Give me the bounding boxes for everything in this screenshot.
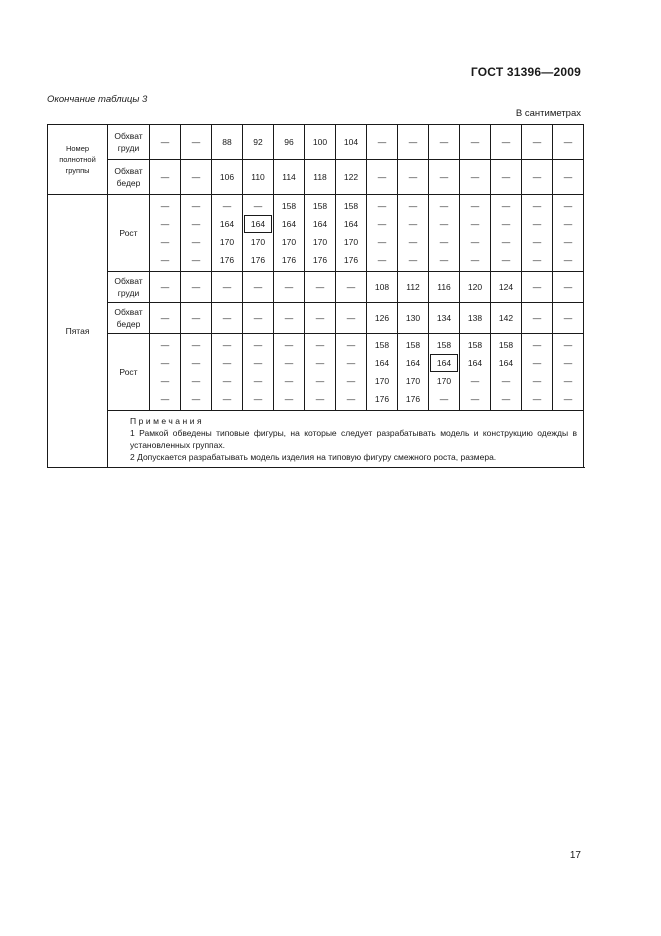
height-value: — [160, 394, 170, 404]
height-value: — [284, 394, 294, 404]
value-cell [429, 272, 460, 303]
height-value: — [191, 340, 201, 350]
height-value: — [501, 376, 511, 386]
height-value: — [222, 394, 232, 404]
value-cell [429, 125, 460, 160]
height-value: 176 [374, 394, 390, 404]
height-value: — [408, 237, 418, 247]
value-cell [305, 160, 336, 195]
table-row [48, 125, 584, 160]
note-item: 1 Рамкой обведены типовые фигуры, на которые следует разрабатывать модель и конструкцию одежды в установленных группах. [130, 428, 577, 450]
notes-row [48, 411, 584, 468]
height-values-cell [305, 195, 336, 272]
height-value: 170 [250, 237, 266, 247]
value-cell-text: — [470, 172, 480, 182]
value-cell [336, 303, 367, 334]
height-value: — [315, 340, 325, 350]
height-value: — [346, 340, 356, 350]
table-row [48, 334, 584, 411]
height-value: — [439, 219, 449, 229]
height-value: — [470, 219, 480, 229]
row-label [108, 160, 150, 195]
row-label [108, 125, 150, 160]
value-cell [181, 160, 212, 195]
height-values-cell [460, 334, 491, 411]
height-label-text: Рост [119, 367, 138, 377]
height-values-cell [150, 334, 181, 411]
height-value: — [532, 376, 542, 386]
height-value: 158 [312, 201, 328, 211]
height-value: — [532, 358, 542, 368]
value-cell [150, 303, 181, 334]
value-cell [398, 160, 429, 195]
value-cell-text: — [160, 282, 170, 292]
height-label-text: Рост [119, 228, 138, 238]
height-value: 170 [343, 237, 359, 247]
height-values-cell [212, 334, 243, 411]
height-value: — [160, 376, 170, 386]
height-value: — [470, 237, 480, 247]
height-value: — [191, 394, 201, 404]
value-cell-text: — [439, 137, 449, 147]
height-value: — [253, 376, 263, 386]
height-values-cell [553, 195, 584, 272]
value-cell-text: — [563, 172, 573, 182]
height-values-cell [274, 334, 305, 411]
value-cell [522, 303, 553, 334]
height-value: — [191, 255, 201, 265]
height-value: 176 [343, 255, 359, 265]
framed-value: 164 [430, 354, 458, 372]
height-value: — [532, 219, 542, 229]
value-cell [491, 160, 522, 195]
row-label-text: Обхват груди [114, 276, 143, 298]
height-value: — [191, 358, 201, 368]
value-cell-text: — [315, 313, 325, 323]
value-cell-text: 116 [437, 282, 451, 292]
height-value: — [253, 340, 263, 350]
height-value: — [222, 376, 232, 386]
height-values-cell [243, 195, 274, 272]
value-cell-text: — [470, 137, 480, 147]
value-cell [336, 160, 367, 195]
value-cell [305, 272, 336, 303]
height-value: — [470, 376, 480, 386]
height-value: — [253, 201, 263, 211]
value-cell [181, 125, 212, 160]
height-values-cell [243, 334, 274, 411]
height-value: 164 [343, 219, 359, 229]
value-cell-text: — [346, 282, 356, 292]
height-label [108, 195, 150, 272]
height-value: — [377, 255, 387, 265]
value-cell-text: — [191, 172, 201, 182]
value-cell [398, 125, 429, 160]
height-value: — [439, 201, 449, 211]
row-label [108, 272, 150, 303]
table-row [48, 160, 584, 195]
height-values-cell [429, 334, 460, 411]
value-cell [305, 125, 336, 160]
value-cell-text: 96 [284, 137, 294, 147]
height-value: — [315, 358, 325, 368]
value-cell [522, 125, 553, 160]
value-cell-text: 92 [253, 137, 263, 147]
value-cell-text: — [439, 172, 449, 182]
height-value: — [563, 219, 573, 229]
group-header-cell-text: Номер полнотной группы [59, 144, 96, 175]
height-values-cell [181, 334, 212, 411]
value-cell-text: — [160, 313, 170, 323]
value-cell-text: — [532, 313, 542, 323]
height-value: 170 [405, 376, 421, 386]
row-label-text: Обхват бедер [114, 166, 143, 188]
height-value: — [532, 201, 542, 211]
height-values-cell [553, 334, 584, 411]
document-code: ГОСТ 31396—2009 [470, 65, 581, 79]
height-values-cell [491, 334, 522, 411]
value-cell [367, 303, 398, 334]
group-name-cell [48, 195, 108, 468]
value-cell-text: — [315, 282, 325, 292]
height-value: — [315, 376, 325, 386]
height-value: 164 [467, 358, 483, 368]
height-value: — [346, 358, 356, 368]
height-value: 164 [498, 358, 514, 368]
height-value: 176 [312, 255, 328, 265]
height-value: — [284, 358, 294, 368]
height-values-cell [336, 195, 367, 272]
height-value: — [160, 237, 170, 247]
height-value: 170 [281, 237, 297, 247]
height-value: — [377, 219, 387, 229]
height-value: 170 [374, 376, 390, 386]
height-value: 158 [343, 201, 359, 211]
height-value: — [160, 340, 170, 350]
row-label [108, 303, 150, 334]
height-value: — [191, 237, 201, 247]
value-cell-text: 126 [374, 313, 390, 323]
value-cell [553, 272, 584, 303]
value-cell [150, 272, 181, 303]
value-cell [367, 125, 398, 160]
value-cell-text: — [501, 137, 511, 147]
height-value: — [470, 201, 480, 211]
value-cell [336, 272, 367, 303]
value-cell-text: 108 [374, 282, 390, 292]
value-cell [243, 160, 274, 195]
height-value: — [222, 358, 232, 368]
value-cell [522, 160, 553, 195]
value-cell-text: 104 [343, 137, 359, 147]
height-value: 164 [405, 358, 421, 368]
framed-value: 164 [244, 215, 272, 233]
value-cell [491, 125, 522, 160]
height-value: — [284, 340, 294, 350]
value-cell-text: 88 [222, 137, 232, 147]
height-value: — [315, 394, 325, 404]
height-value: — [253, 358, 263, 368]
value-cell [212, 160, 243, 195]
value-cell-text: 138 [467, 313, 483, 323]
size-table [47, 124, 584, 468]
value-cell-text: — [408, 137, 418, 147]
height-value: — [408, 255, 418, 265]
value-cell-text: 134 [436, 313, 452, 323]
value-cell-text: 130 [405, 313, 421, 323]
table-caption: Окончание таблицы 3 [47, 94, 148, 105]
value-cell [150, 160, 181, 195]
height-value: 170 [219, 237, 235, 247]
notes-cell [108, 411, 584, 468]
height-value: 170 [436, 376, 452, 386]
height-values-cell [181, 195, 212, 272]
value-cell-text: — [253, 282, 263, 292]
value-cell [553, 125, 584, 160]
height-value: — [160, 358, 170, 368]
height-value: — [439, 394, 449, 404]
value-cell-text: — [532, 137, 542, 147]
height-value: — [470, 255, 480, 265]
height-value: — [222, 201, 232, 211]
height-value: — [563, 237, 573, 247]
height-values-cell [367, 195, 398, 272]
value-cell-text: — [160, 137, 170, 147]
height-value: 164 [312, 219, 328, 229]
height-values-cell [429, 195, 460, 272]
value-cell-text: — [408, 172, 418, 182]
value-cell [367, 272, 398, 303]
notes-title: Примечания [130, 416, 205, 426]
height-value: 176 [405, 394, 421, 404]
value-cell-text: 120 [467, 282, 483, 292]
height-value: — [439, 255, 449, 265]
value-cell-text: 112 [406, 282, 420, 292]
value-cell [460, 272, 491, 303]
value-cell-text: 110 [251, 172, 265, 182]
value-cell [398, 272, 429, 303]
height-value: — [284, 376, 294, 386]
height-value: — [346, 394, 356, 404]
value-cell [243, 272, 274, 303]
value-cell-text: — [191, 313, 201, 323]
height-value: — [563, 201, 573, 211]
height-label [108, 334, 150, 411]
value-cell-text: — [532, 282, 542, 292]
value-cell [150, 125, 181, 160]
value-cell [274, 303, 305, 334]
group-header-cell [48, 125, 108, 195]
height-value: 158 [467, 340, 483, 350]
height-value: — [501, 394, 511, 404]
height-value: 158 [498, 340, 514, 350]
value-cell [243, 303, 274, 334]
height-value: 176 [281, 255, 297, 265]
value-cell-text: — [501, 172, 511, 182]
height-value: — [377, 237, 387, 247]
height-values-cell [305, 334, 336, 411]
height-value: — [253, 394, 263, 404]
height-values-cell [274, 195, 305, 272]
value-cell-text: — [191, 137, 201, 147]
height-value: — [408, 201, 418, 211]
height-value: — [563, 255, 573, 265]
height-value: — [439, 237, 449, 247]
height-value: 158 [281, 201, 297, 211]
value-cell-text: 100 [312, 137, 328, 147]
value-cell [491, 272, 522, 303]
height-value: — [191, 201, 201, 211]
value-cell [398, 303, 429, 334]
value-cell-text: — [563, 137, 573, 147]
height-value: 176 [250, 255, 266, 265]
value-cell-text: 106 [219, 172, 235, 182]
height-value: — [346, 376, 356, 386]
height-value: — [563, 358, 573, 368]
value-cell [243, 125, 274, 160]
height-values-cell [150, 195, 181, 272]
value-cell [460, 125, 491, 160]
height-value: — [532, 255, 542, 265]
page-number: 17 [569, 850, 581, 861]
value-cell-text: — [253, 313, 263, 323]
value-cell-text: — [222, 282, 232, 292]
height-value: — [501, 219, 511, 229]
height-values-cell [522, 334, 553, 411]
group-name-cell-text: Пятая [65, 326, 90, 336]
height-values-cell [367, 334, 398, 411]
height-value: — [222, 340, 232, 350]
value-cell-text: — [563, 313, 573, 323]
height-value: — [532, 394, 542, 404]
value-cell [429, 303, 460, 334]
value-cell-text: 114 [282, 172, 296, 182]
value-cell [181, 303, 212, 334]
value-cell-text: 118 [313, 172, 327, 182]
value-cell-text: 142 [498, 313, 514, 323]
height-value: 158 [436, 340, 452, 350]
height-value: — [160, 219, 170, 229]
note-item: 2 Допускается разрабатывать модель изделия на типовую фигуру смежного роста, размера. [130, 452, 497, 462]
height-value: — [501, 201, 511, 211]
value-cell-text: — [160, 172, 170, 182]
height-value: — [160, 201, 170, 211]
height-value: — [563, 376, 573, 386]
height-values-cell [491, 195, 522, 272]
value-cell-text: — [284, 313, 294, 323]
table-row [48, 272, 584, 303]
value-cell [336, 125, 367, 160]
height-value: 158 [374, 340, 390, 350]
table-row [48, 195, 584, 272]
value-cell [522, 272, 553, 303]
value-cell [212, 272, 243, 303]
height-values-cell [522, 195, 553, 272]
height-values-cell [398, 195, 429, 272]
value-cell-text: — [563, 282, 573, 292]
value-cell-text: — [377, 137, 387, 147]
value-cell [212, 125, 243, 160]
value-cell-text: 122 [343, 172, 359, 182]
height-value: — [191, 219, 201, 229]
value-cell [274, 160, 305, 195]
value-cell-text: — [377, 172, 387, 182]
height-value: 164 [374, 358, 390, 368]
height-value: 164 [219, 219, 235, 229]
table-row [48, 303, 584, 334]
value-cell-text: — [222, 313, 232, 323]
value-cell [491, 303, 522, 334]
height-value: — [191, 376, 201, 386]
value-cell [212, 303, 243, 334]
height-value: — [470, 394, 480, 404]
value-cell-text: — [191, 282, 201, 292]
height-value: — [501, 255, 511, 265]
height-value: — [563, 340, 573, 350]
value-cell [274, 125, 305, 160]
row-label-text: Обхват бедер [114, 307, 143, 329]
value-cell-text: — [532, 172, 542, 182]
height-values-cell [398, 334, 429, 411]
height-value: — [563, 394, 573, 404]
value-cell [367, 160, 398, 195]
value-cell-text: 124 [498, 282, 514, 292]
units-label: В сантиметрах [515, 108, 581, 119]
value-cell [181, 272, 212, 303]
value-cell [553, 160, 584, 195]
value-cell [429, 160, 460, 195]
height-value: 164 [281, 219, 297, 229]
value-cell [553, 303, 584, 334]
height-values-cell [336, 334, 367, 411]
height-value: — [408, 219, 418, 229]
height-value: — [532, 340, 542, 350]
height-value: — [377, 201, 387, 211]
row-label-text: Обхват груди [114, 131, 143, 153]
height-values-cell [460, 195, 491, 272]
height-value: 176 [219, 255, 235, 265]
value-cell-text: — [346, 313, 356, 323]
height-value: — [160, 255, 170, 265]
height-value: 158 [405, 340, 421, 350]
height-values-cell [212, 195, 243, 272]
value-cell [460, 303, 491, 334]
height-value: 170 [312, 237, 328, 247]
value-cell-text: — [284, 282, 294, 292]
value-cell [305, 303, 336, 334]
height-value: — [501, 237, 511, 247]
value-cell [460, 160, 491, 195]
value-cell [274, 272, 305, 303]
height-value: — [532, 237, 542, 247]
